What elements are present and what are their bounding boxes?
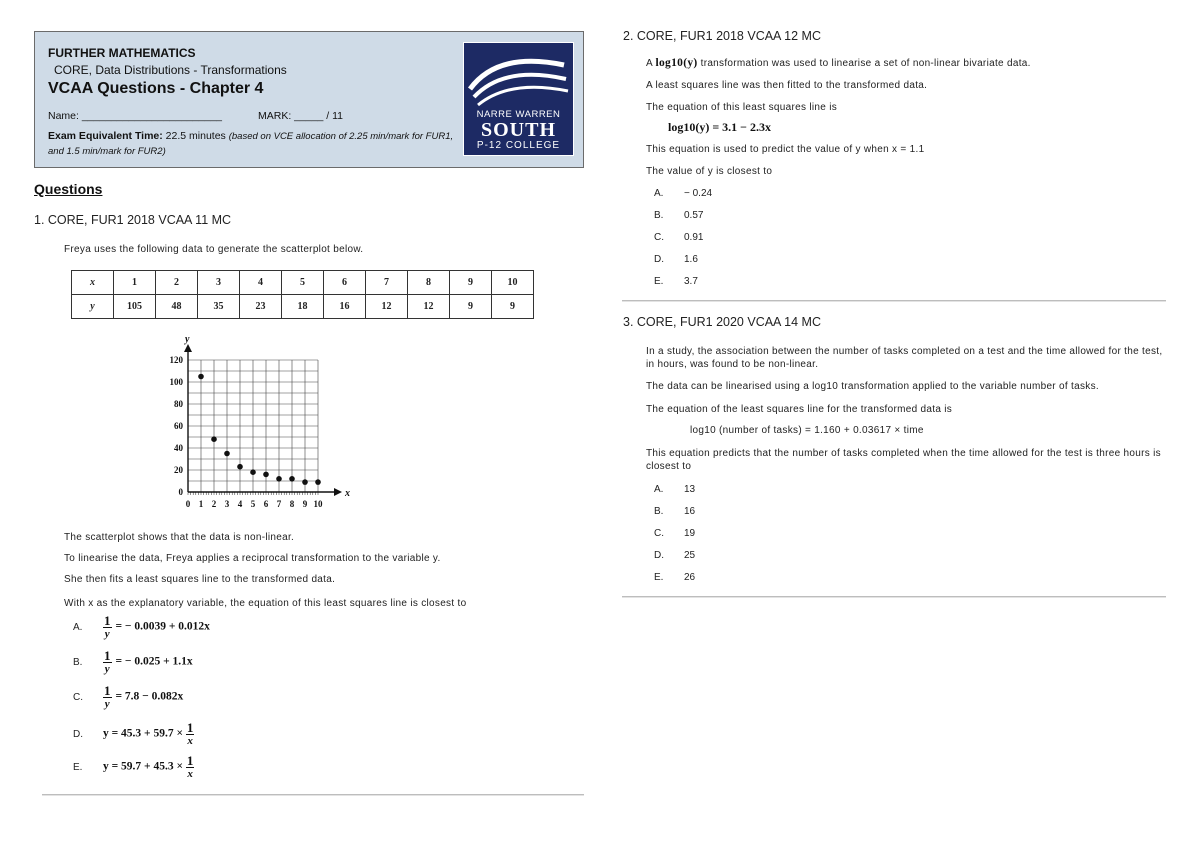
option-value: 26 [684,572,696,583]
option-letter: C. [654,528,664,539]
exam-time-value: 22.5 minutes [162,130,229,142]
x-tick-label: 9 [302,499,308,509]
table-cell: 3 [198,271,240,295]
option-letter: A. [73,621,83,633]
data-point [237,464,243,470]
option-letter: C. [73,691,83,703]
logo-wave-icon [464,43,573,109]
table-cell: 35 [198,295,240,319]
data-point [315,479,321,485]
table-cell: 48 [156,295,198,319]
q2-divider [622,300,1166,302]
table-cell: 16 [324,295,366,319]
q3-option-a[interactable] [654,484,695,495]
q3-option-e[interactable] [654,572,695,583]
q1-option-a[interactable]: A. $\frac{1}{y}$ = − 0.0039 + 0.012x [73,613,210,640]
q1-option-c[interactable]: C. $\frac{1}{y}$ = 7.8 − 0.082x [73,683,184,710]
exam-time-info [48,129,458,159]
table-row [72,271,534,295]
q2-statement-3: The equation of this least squares line is [646,102,838,113]
data-point [276,476,282,482]
q3-statement-2: The data can be linearised using a log10 transformation applied to the variable number of tasks. [646,381,1099,392]
option-letter: E. [73,761,83,773]
q2-s1-pre: A [646,58,653,69]
x-tick-label: 8 [289,499,295,509]
option-value: 0.91 [684,232,704,243]
exam-time-note: (based on VCE allocation of 2.25 min/mark for FUR1, and 1.5 min/mark for FUR2) [48,131,454,157]
q2-s1-post: transformation was used to linearise a set of non-linear bivariate data. [697,58,1031,69]
q1-title: 1. CORE, FUR1 2018 VCAA 11 MC [34,213,232,227]
option-value: 16 [684,506,696,517]
option-equation: y = 45.3 + 59.7 × [103,727,184,740]
table-row [72,295,534,319]
questions-heading: Questions [34,181,103,197]
table-cell: 6 [324,271,366,295]
option-equation: = 7.8 − 0.082x [115,690,184,703]
table-header-y: y [72,295,114,319]
table-cell: 1 [114,271,156,295]
table-cell: 5 [282,271,324,295]
school-logo [463,42,574,156]
logo-line-1: NARRE WARREN [476,109,561,120]
q1-option-b[interactable]: B. $\frac{1}{y}$ = − 0.025 + 1.1x [73,648,193,675]
table-cell: 2 [156,271,198,295]
topic-label: CORE, Data Distributions - Transformations [54,63,287,77]
q2-statement-2: A least squares line was then fitted to the transformed data. [646,80,928,91]
option-value: 19 [684,528,696,539]
q1-statement-4: With x as the explanatory variable, the equation of this least squares line is closest to [64,598,467,609]
data-point [302,479,308,485]
table-cell: 9 [492,295,534,319]
q2-title: 2. CORE, FUR1 2018 VCAA 12 MC [623,29,821,43]
data-point [198,374,204,380]
option-equation: y = 59.7 + 45.3 × [103,760,184,773]
x-tick-label: 10 [313,499,323,509]
option-letter: E. [654,276,664,287]
option-letter: B. [654,210,664,221]
option-value: 1.6 [684,254,698,265]
x-tick-label: 1 [198,499,204,509]
logo-line-2: SOUTH [480,119,557,141]
y-tick-label: 100 [169,377,183,387]
y-tick-label: 0 [178,487,183,497]
q3-option-d[interactable] [654,550,695,561]
q3-option-c[interactable] [654,528,695,539]
q1-data-table [71,270,534,319]
y-axis-arrow-icon [184,344,192,352]
y-tick-label: 80 [174,399,183,409]
y-tick-label: 120 [169,355,183,365]
q1-statement-1: The scatterplot shows that the data is non-linear. [64,532,295,543]
q3-option-b[interactable] [654,506,695,517]
q3-statement-3: The equation of the least squares line for the transformed data is [646,404,953,415]
data-point [211,436,217,442]
logo-line-3: P-12 COLLEGE [476,140,561,151]
table-cell: 9 [450,271,492,295]
x-tick-label: 2 [211,499,217,509]
q2-option-e[interactable] [654,276,698,287]
mark-field-label: MARK: _____ / 11 [258,110,344,122]
option-letter: D. [73,728,83,740]
subject-label: FURTHER MATHEMATICS [48,46,196,60]
q3-equation: log10 (number of tasks) = 1.160 + 0.03617 × time [690,425,924,436]
q2-statement-1 [646,57,1031,70]
table-cell: 12 [366,295,408,319]
x-tick-label: 4 [237,499,243,509]
data-point [289,476,295,482]
option-equation: = − 0.0039 + 0.012x [115,620,210,633]
q2-option-d[interactable] [654,254,698,265]
q3-statement-1: In a study, the association between the number of tasks completed on a test and the time allowed for the test, in hours, was found to be non-linear. [646,346,1163,370]
worksheet-header [34,31,584,168]
x-tick-label: 6 [263,499,269,509]
q1-intro: Freya uses the following data to generate the scatterplot below. [64,244,364,255]
q3-divider [622,596,1166,598]
q2-option-b[interactable] [654,210,703,221]
x-tick-label: 0 [185,499,191,509]
table-cell: 10 [492,271,534,295]
option-letter: B. [73,656,83,668]
x-tick-label: 7 [276,499,282,509]
y-tick-label: 60 [174,421,183,431]
q1-statement-2: To linearise the data, Freya applies a reciprocal transformation to the variable y. [64,553,441,564]
table-header-x: x [72,271,114,295]
y-tick-label: 20 [174,465,183,475]
option-letter: A. [654,188,664,199]
table-cell: 8 [408,271,450,295]
option-letter: C. [654,232,664,243]
data-point [224,451,230,457]
table-cell: 9 [450,295,492,319]
option-letter: E. [654,572,664,583]
q1-scatterplot [150,335,350,510]
option-letter: A. [654,484,664,495]
table-cell: 18 [282,295,324,319]
q2-s1-math: log10(y) [655,57,698,69]
q2-statement-4: This equation is used to predict the value of y when x = 1.1 [646,144,925,155]
y-tick-label: 40 [174,443,183,453]
worksheet-title: VCAA Questions - Chapter 4 [48,80,264,97]
table-cell: 7 [366,271,408,295]
table-cell: 23 [240,295,282,319]
data-point [250,469,256,475]
q3-title: 3. CORE, FUR1 2020 VCAA 14 MC [623,315,821,329]
exam-time-label: Exam Equivalent Time: [48,130,163,142]
y-axis-label: y [185,335,190,345]
x-tick-label: 5 [250,499,256,509]
table-cell: 4 [240,271,282,295]
q2-statement-5: The value of y is closest to [646,166,773,177]
q1-divider [42,794,584,796]
option-equation: = − 0.025 + 1.1x [115,655,193,668]
q2-option-a[interactable] [654,188,712,199]
q1-option-e[interactable]: E. y = 59.7 + 45.3 × $\frac{1}{x}$ [73,753,194,780]
q3-statement-4: This equation predicts that the number of tasks completed when the time allowed for the test is three hours is closest to [646,448,1161,472]
option-value: 25 [684,550,696,561]
table-cell: 12 [408,295,450,319]
x-axis-label: x [345,488,350,499]
option-value: 3.7 [684,276,698,287]
table-cell: 105 [114,295,156,319]
option-value: 0.57 [684,210,704,221]
name-field-label: Name: ________________________ [48,110,222,122]
option-value: − 0.24 [684,188,713,199]
q2-equation: log10(y) = 3.1 − 2.3x [668,120,772,134]
option-value: 13 [684,484,696,495]
q2-option-c[interactable] [654,232,703,243]
option-letter: B. [654,506,664,517]
option-letter: D. [654,550,664,561]
x-axis-arrow-icon [334,488,342,496]
option-letter: D. [654,254,664,265]
q1-option-d[interactable]: D. y = 45.3 + 59.7 × $\frac{1}{x}$ [73,720,194,747]
q1-statement-3: She then fits a least squares line to the transformed data. [64,574,336,585]
data-point [263,472,269,478]
x-tick-label: 3 [224,499,230,509]
